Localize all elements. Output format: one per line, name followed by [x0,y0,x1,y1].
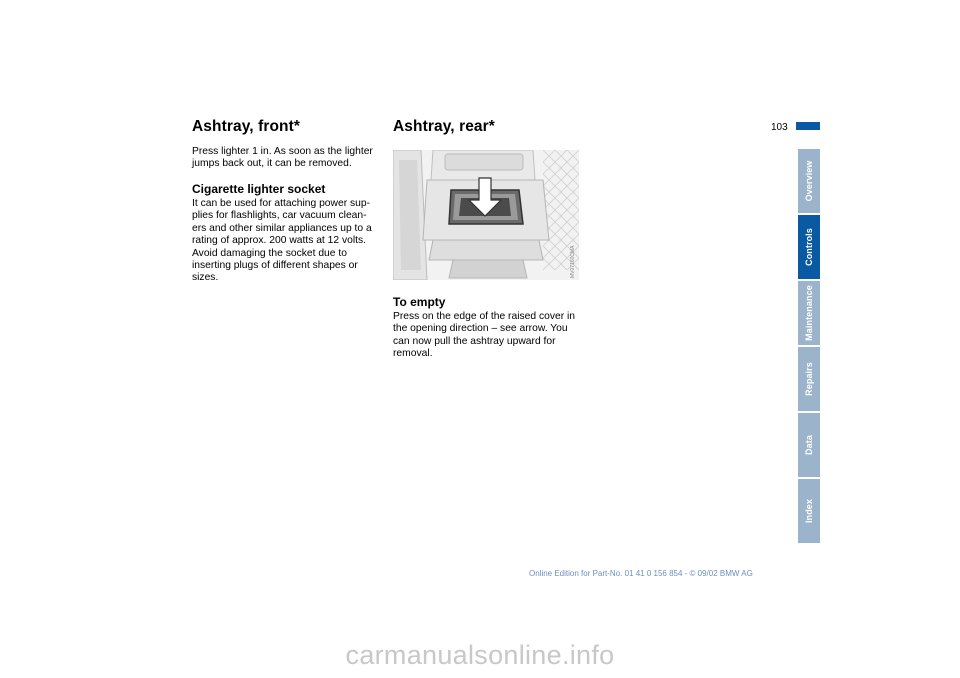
tab-data-label: Data [804,435,814,455]
tab-controls[interactable] [798,215,820,279]
cigarette-lighter-body: It can be used for attaching power sup- plies for flashlights, car vacuum clean- ers and other similar appliances up to a rating of approx. 200 watts at 12 volts. Avoid damaging the socket due to inserting plugs of different shapes or sizes. [192,198,372,284]
cigarette-lighter-heading: Cigarette lighter socket [192,182,326,196]
page-number: 103 [771,122,788,133]
to-empty-heading: To empty [393,295,446,309]
to-empty-body: Press on the edge of the raised cover in the opening direction – see arrow. You can now pull the ashtray upward for removal. [393,311,576,360]
tab-overview-label: Overview [804,160,814,202]
tab-data[interactable] [798,413,820,477]
left-section-title: Ashtray, front* [192,118,301,135]
right-section-title: Ashtray, rear* [393,118,495,135]
tab-repairs[interactable] [798,347,820,411]
tab-repairs-label: Repairs [804,362,814,396]
tab-overview[interactable] [798,149,820,213]
watermark: carmanualsonline.info [345,640,615,670]
tab-index-label: Index [804,498,814,524]
figure-code: MV07160CMA [570,245,576,278]
left-intro-text: Press lighter 1 in. As soon as the lighter jumps back out, it can be removed. [192,146,373,170]
tab-index[interactable] [798,479,820,543]
footer-edition-note: Online Edition for Part-No. 01 41 0 156 854 - © 09/02 BMW AG [529,569,753,578]
tab-maintenance-label: Maintenance [804,285,814,341]
tab-maintenance[interactable] [798,281,820,345]
page-number-bar [796,122,820,130]
tab-controls-label: Controls [804,228,814,266]
rear-ashtray-illustration [393,150,579,280]
